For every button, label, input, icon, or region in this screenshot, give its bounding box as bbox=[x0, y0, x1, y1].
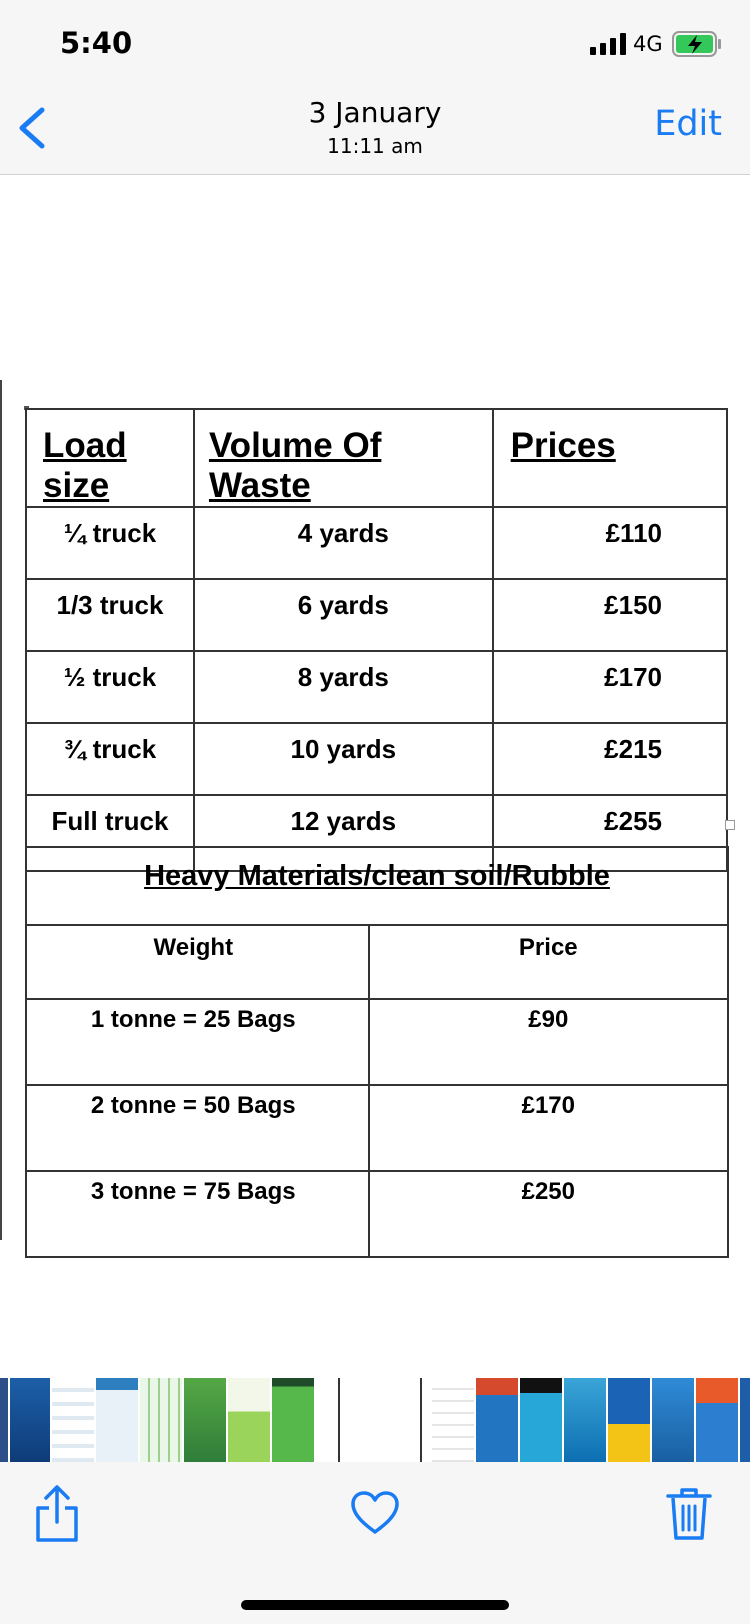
weight-cell: 2 tonne = 50 Bags bbox=[26, 1085, 369, 1171]
thumbnail[interactable] bbox=[96, 1378, 138, 1462]
doc-page-edge bbox=[0, 380, 2, 1240]
thumbnail[interactable] bbox=[652, 1378, 694, 1462]
price-cell: £250 bbox=[369, 1171, 728, 1257]
thumbnail[interactable] bbox=[696, 1378, 738, 1462]
table-row bbox=[26, 723, 727, 795]
thumbnail-current[interactable] bbox=[338, 1378, 422, 1462]
volume-cell: 4 yards bbox=[194, 507, 493, 579]
thumbnail-strip[interactable] bbox=[0, 1378, 750, 1462]
price-cell: £215 bbox=[493, 723, 727, 795]
nav-bar bbox=[0, 90, 750, 175]
thumbnail[interactable] bbox=[10, 1378, 50, 1462]
volume-cell: 10 yards bbox=[194, 723, 493, 795]
volume-cell: 8 yards bbox=[194, 651, 493, 723]
price-cell: £90 bbox=[369, 999, 728, 1085]
price-cell: £170 bbox=[493, 651, 727, 723]
weight-cell: 1 tonne = 25 Bags bbox=[26, 999, 369, 1085]
header-volume: Volume Of Waste bbox=[208, 426, 382, 505]
thumbnail[interactable] bbox=[272, 1378, 314, 1462]
header-prices: Prices bbox=[510, 426, 616, 465]
trash-icon[interactable] bbox=[666, 1486, 712, 1542]
thumbnail[interactable] bbox=[184, 1378, 226, 1462]
table-row bbox=[26, 999, 728, 1085]
table-row bbox=[26, 507, 727, 579]
price-cell: £150 bbox=[493, 579, 727, 651]
price-cell: £110 bbox=[493, 507, 727, 579]
thumbnail[interactable] bbox=[140, 1378, 182, 1462]
load-size-cell: ¼ truck bbox=[26, 507, 194, 579]
header-cell bbox=[493, 409, 727, 507]
load-size-cell: Full truck bbox=[26, 795, 194, 871]
price-cell: £255 bbox=[493, 795, 727, 871]
table-title-cell bbox=[26, 847, 728, 925]
nav-subtitle: 11:11 am bbox=[327, 134, 423, 158]
load-size-cell: ¾ truck bbox=[26, 723, 194, 795]
thumbnail[interactable] bbox=[564, 1378, 606, 1462]
load-price-table bbox=[25, 408, 728, 872]
header-price: Price bbox=[369, 925, 728, 999]
table-row bbox=[26, 1085, 728, 1171]
header-load-size: Load size bbox=[43, 426, 127, 505]
weight-cell: 3 tonne = 75 Bags bbox=[26, 1171, 369, 1257]
table-resize-handle bbox=[725, 820, 735, 830]
nav-title: 3 January bbox=[308, 96, 442, 129]
thumbnail[interactable] bbox=[52, 1378, 94, 1462]
heart-icon[interactable] bbox=[350, 1490, 400, 1536]
price-cell: £170 bbox=[369, 1085, 728, 1171]
heavy-materials-table bbox=[25, 846, 729, 1258]
edit-button[interactable]: Edit bbox=[654, 104, 722, 144]
battery-charging-icon bbox=[672, 31, 722, 57]
table-row bbox=[26, 1171, 728, 1257]
share-icon[interactable] bbox=[34, 1484, 80, 1544]
thumbnail[interactable] bbox=[228, 1378, 270, 1462]
load-size-cell: 1/3 truck bbox=[26, 579, 194, 651]
table-row bbox=[26, 579, 727, 651]
thumbnail[interactable] bbox=[520, 1378, 562, 1462]
status-time: 5:40 bbox=[60, 26, 133, 60]
table-header-row bbox=[26, 409, 727, 507]
signal-icon bbox=[590, 33, 626, 55]
thumbnail[interactable] bbox=[0, 1378, 8, 1462]
home-indicator[interactable] bbox=[241, 1600, 509, 1610]
table-row bbox=[26, 651, 727, 723]
volume-cell: 6 yards bbox=[194, 579, 493, 651]
thumbnail[interactable] bbox=[476, 1378, 518, 1462]
header-weight: Weight bbox=[26, 925, 369, 999]
network-type: 4G bbox=[633, 32, 663, 56]
table-header-row bbox=[26, 925, 728, 999]
thumbnail[interactable] bbox=[608, 1378, 650, 1462]
thumbnail[interactable] bbox=[740, 1378, 750, 1462]
load-size-cell: ½ truck bbox=[26, 651, 194, 723]
status-bar bbox=[0, 0, 750, 90]
header-cell bbox=[26, 409, 194, 507]
header-cell bbox=[194, 409, 493, 507]
volume-cell: 12 yards bbox=[194, 795, 493, 871]
thumbnail[interactable] bbox=[432, 1378, 474, 1462]
table-title-row bbox=[26, 847, 728, 925]
heavy-materials-title: Heavy Materials/clean soil/Rubble bbox=[144, 860, 610, 892]
